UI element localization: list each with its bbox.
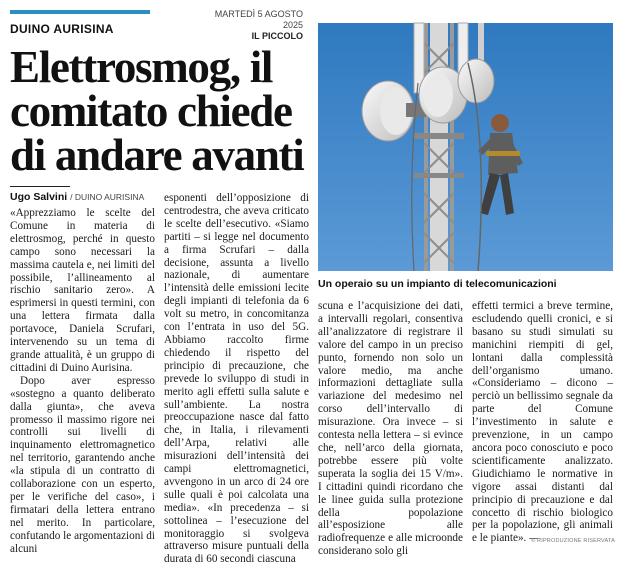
paragraph: effetti termici a breve termine, escludendo quelli cronici, e si basano su studi simulati su manichini riempiti di gel, lontani dalla complessità dell’organismo umano. «Consideriamo – dicono – perciò un bellissimo segnale da parte del Comune l’investimento in salute e prevenzione, in un campo ancora poco conosciuto e poco scientificamente analizzato. Giudichiamo le normative in vigore assai distanti dal principio di precauzione e dal concetto di rischio biologico per la popolazione, gli animali e le piante». —: [472, 300, 613, 545]
section-accent-bar: [10, 10, 150, 14]
copyright-credit: © RIPRODUZIONE RISERVATA: [531, 538, 615, 544]
article-column-1: [10, 207, 155, 555]
telecom-tower-photo: [318, 23, 613, 271]
paragraph: scuna e l’acquisizione dei dati, a intervalli regolari, consentiva all’analizzatore di registrare il valore del campo in un preciso punto, fornendo non solo un valore medio, ma anche informazioni dettagliate sulla variazione del medesimo nel corso dell’intervallo di misurazione. Ora invece – si contesta nella lettera – si evince che, nell’arco della giornata, potrebbe essere più volte superata la soglia dei 15 V/m». I cittadini quindi ricordano che le linee guida sulla protezione della popolazione all’esposizione alle radiofrequenze e alle microonde considerano solo gli: [318, 300, 463, 558]
author-name: Ugo Salvini: [10, 191, 68, 203]
paragraph: «Apprezziamo le scelte del Comune in materia di elettrosmog, perché in questo campo sono necessari la massima cautela e, nei limiti del possibile, l’allineamento al rischio sanitario zero». A esprimersi in questi termini, con una lettera firmata dalla portavoce, Daniela Scrufari, intervenendo su un tema di grande attualità, è un gruppo di cittadini di Duino Aurisina.: [10, 207, 155, 374]
photo-caption: Un operaio su un impianto di telecomunicazioni: [318, 278, 557, 290]
section-label: DUINO AURISINA: [10, 22, 114, 36]
article-column-2: [164, 192, 309, 566]
article-photo: [318, 23, 613, 271]
paragraph: esponenti dell’opposizione di centrodestra, che aveva criticato le scelte dell’esecutivo. «Siamo partiti – si legge nel documento a firma Scrufari – dalla decisione, assunta a livello nazionale, di aumentare l’intensità delle emissioni lecite degli impianti di telefonia da 6 volt su metro, in concomitanza con l’entrata in uso del 5G. Abbiamo raccolto firme chiedendo il rispetto del principio di precauzione, che prevede lo sviluppo di studi in merito agli effetti sulla salute e sull’ambiente. La nostra preoccupazione nasce dal fatto che, in Italia, i rilevamenti dell’Arpa, relativi alle misurazioni dell’intensità dei campi elettromagnetici, avvengono in un arco di 24 ore sulle quali è poi calcolata una media». «In precedenza – si sottolinea – l’esecuzione del monitoraggio si svolgeva attraverso misure puntuali della durata di 60 secondi ciascuna: [164, 192, 309, 566]
publication-name: IL PICCOLO: [251, 31, 303, 41]
headline: Elettrosmog, il comitato chiede di andare avanti: [10, 42, 304, 180]
byline-rule: [10, 186, 70, 187]
dateline: [211, 9, 303, 42]
issue-date: MARTEDÌ 5 AGOSTO 2025: [214, 9, 303, 30]
byline: [10, 191, 144, 203]
paragraph: Dopo aver espresso «sostegno a quanto deliberato dalla giunta», che aveva promesso il massimo rigore nei controlli sui livelli di inquinamento elettromagnetico nel territorio, garantendo anche «la stipula di un contratto di collaborazione con un esperto, per le verifiche del caso», i firmatari della lettera entrano nel merito. In particolare, confutando le argomentazioni di alcuni: [10, 374, 155, 555]
article-column-3: [318, 300, 463, 558]
author-location: / DUINO AURISINA: [70, 192, 145, 202]
